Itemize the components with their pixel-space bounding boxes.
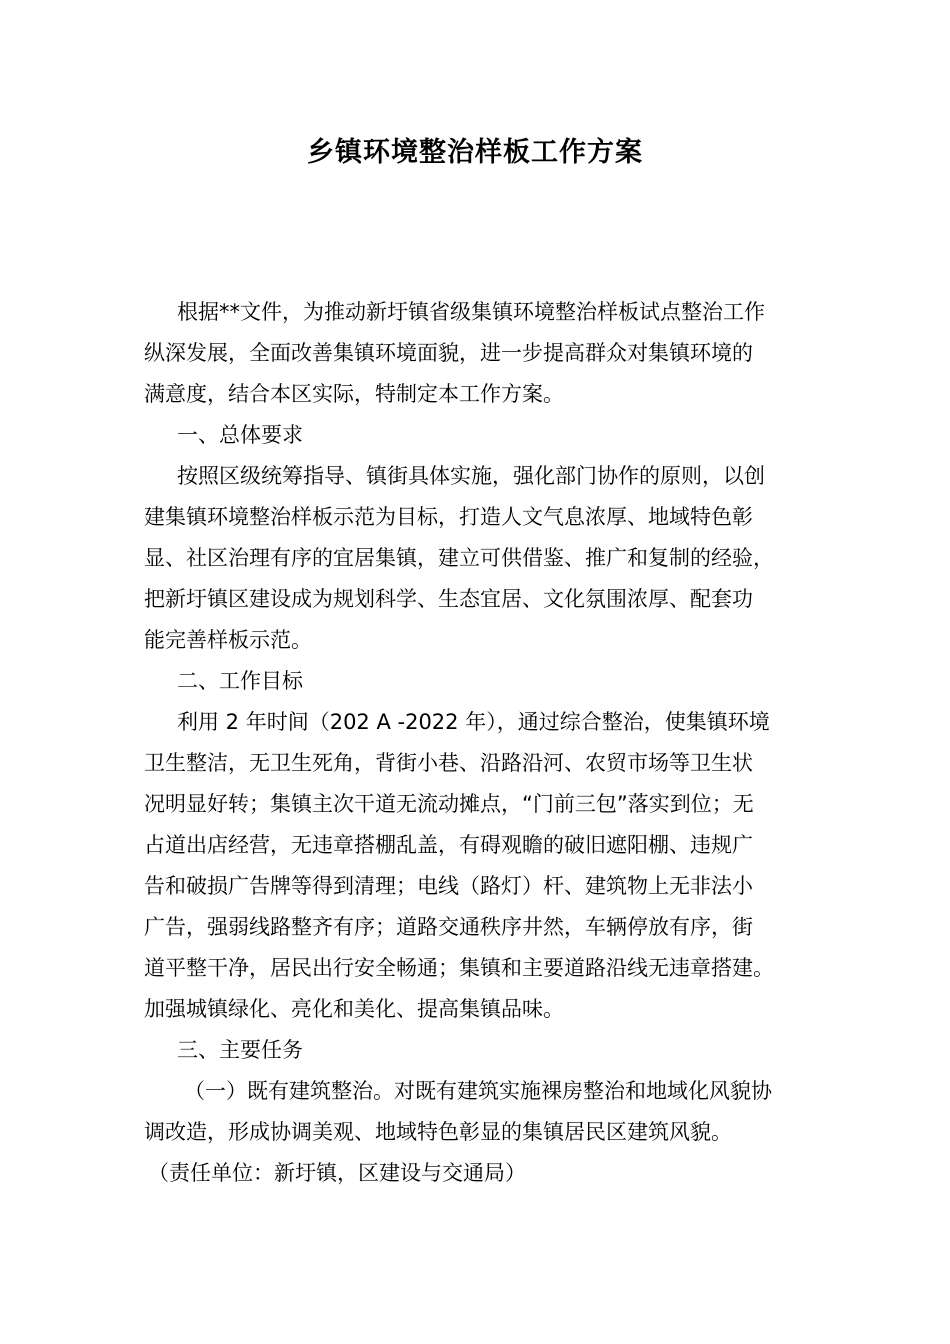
section-heading: 一、总体要求 (177, 423, 303, 447)
paragraph-line: 根据**文件，为推动新圩镇省级集镇环境整治样板试点整治工作 (177, 300, 765, 324)
paragraph-line: 建集镇环境整治样板示范为目标，打造人文气息浓厚、地域特色彰 (144, 505, 753, 529)
responsibility-note: （责任单位：新圩镇，区建设与交通局） (148, 1161, 526, 1185)
paragraph-line: 纵深发展，全面改善集镇环境面貌，进一步提高群众对集镇环境的 (144, 341, 753, 365)
paragraph-line: 显、社区治理有序的宜居集镇，建立可供借鉴、推广和复制的经验， (144, 546, 774, 570)
paragraph-line: 卫生整洁，无卫生死角，背街小巷、沿路沿河、农贸市场等卫生状 (144, 751, 753, 775)
paragraph-line: 调改造，形成协调美观、地域特色彰显的集镇居民区建筑风貌。 (144, 1120, 732, 1144)
paragraph-line: 广告，强弱线路整齐有序；道路交通秩序井然，车辆停放有序，街 (144, 915, 753, 939)
paragraph-line: 告和破损广告牌等得到清理；电线（路灯）杆、建筑物上无非法小 (144, 874, 753, 898)
paragraph-line: 加强城镇绿化、亮化和美化、提高集镇品味。 (144, 997, 564, 1021)
document-title: 乡镇环境整治样板工作方案 (307, 137, 643, 168)
section-heading: 三、主要任务 (177, 1038, 303, 1062)
paragraph-line: 道平整干净，居民出行安全畅通；集镇和主要道路沿线无违章搭建。 (144, 956, 774, 980)
document-body (144, 292, 824, 1194)
section-heading: 二、工作目标 (177, 669, 303, 693)
paragraph-line: 能完善样板示范。 (144, 628, 312, 652)
paragraph-line: （一）既有建筑整治。对既有建筑实施裸房整治和地域化风貌协 (184, 1079, 772, 1103)
paragraph-line: 占道出店经营，无违章搭棚乱盖，有碍观瞻的破旧遮阳棚、违规广 (144, 833, 753, 857)
paragraph-line: 况明显好转；集镇主次干道无流动摊点，“门前三包”落实到位；无 (144, 792, 754, 816)
paragraph-line: 满意度，结合本区实际，特制定本工作方案。 (144, 382, 564, 406)
paragraph-line: 利用 2 年时间（202 A -2022 年），通过综合整治，使集镇环境 (177, 710, 770, 734)
paragraph-line: 把新圩镇区建设成为规划科学、生态宜居、文化氛围浓厚、配套功 (144, 587, 753, 611)
paragraph-line: 按照区级统筹指导、镇街具体实施，强化部门协作的原则，以创 (177, 464, 765, 488)
